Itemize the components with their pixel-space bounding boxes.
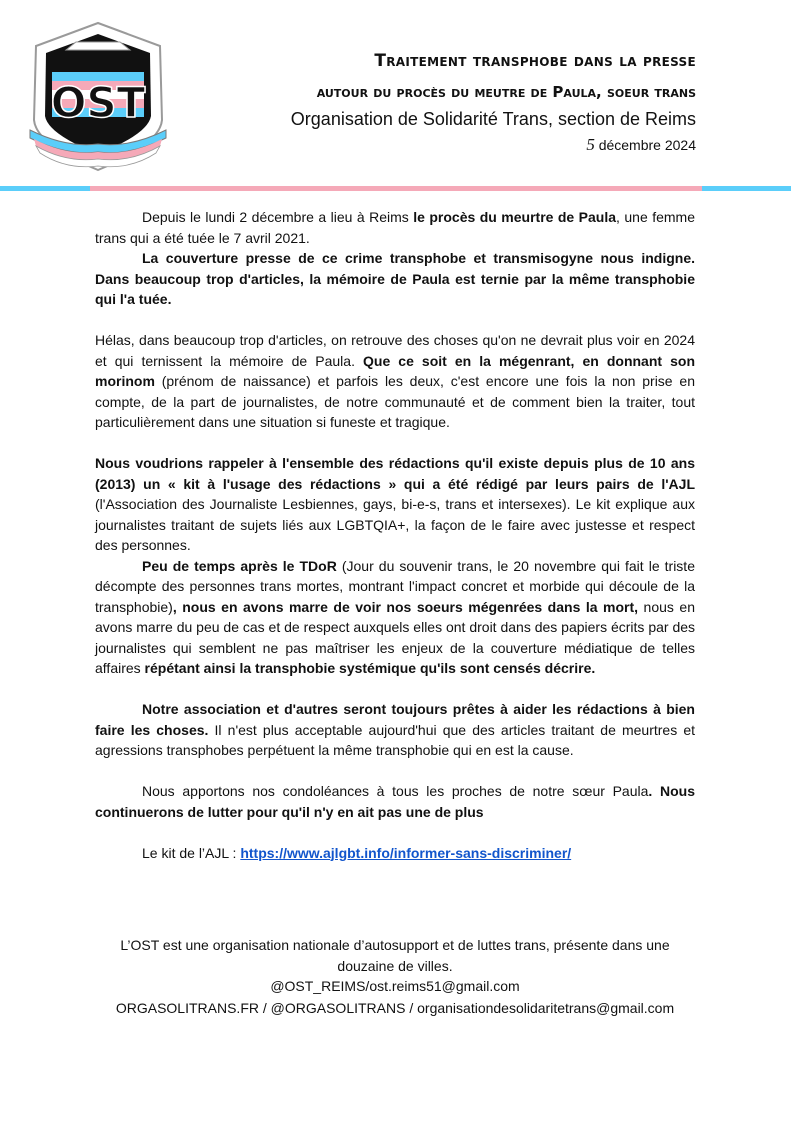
text: (prénom de naissance) et parfois les deux, c'est encore une fois la non prise en compte, de la part de journalistes, de notre communauté et de comment bien la traiter, tout particulièrement dans une situation si funeste et tragique.: [95, 373, 695, 430]
date-day: 5: [586, 135, 595, 154]
separator: /: [405, 999, 418, 1016]
document-title: Traitement transphobe dans la presse: [374, 51, 696, 71]
document-date: [291, 132, 696, 158]
text: (l'Association des Journaliste Lesbiennes, gays, bi-e-s, trans et intersexes). Le kit explique aux journalistes traitant de sujets liés aux LGBTQIA+, la façon de le faire avec justesse et respect des personnes.: [95, 496, 695, 553]
text: (Jour du souvenir trans, le 20 novembre qui fait le triste décompte des personnes trans mortes, montrant l'impact concret et morbide qui découle de la transphobie): [95, 557, 695, 615]
trans-flag-divider: [0, 186, 791, 191]
divider-blue-right: [702, 186, 791, 191]
footer-contact: @OST_REIMS/ost.reims51@gmail.com: [270, 978, 520, 994]
separator: /: [258, 999, 271, 1016]
bold-text: , nous en avons marre de voir nos soeurs mégenrées dans la mort,: [172, 598, 639, 615]
bold-text: La couverture presse de ce crime transphobe et transmisogyne nous indigne. Dans beaucoup trop d'articles, la mémoire de Paula est ternie par la même transphobie qui l'a tuée.: [95, 250, 695, 307]
text: nous en avons marre du peu de cas et de respect auxquels elles ont droit dans des papiers écrits par des journalistes qui semblent ne pas maîtriser les enjeux de la couverture médiatique de telles affaires: [95, 598, 696, 676]
logo-cap: [66, 42, 130, 50]
bold-text: Nous voudrions rappeler à l'ensemble des rédactions qu'il existe depuis plus de 10 ans (2013) un « kit à l'usage des rédactions » qui a été rédigé par leurs pairs de l'AJL: [95, 455, 695, 492]
paragraph-7: [95, 781, 695, 822]
bold-text: Notre association et d'autres seront toujours prêtes à aider les rédactions à bien faire les choses.: [95, 701, 695, 738]
organisation-name: Organisation de Solidarité Trans, section de Reims: [290, 109, 696, 129]
kit-link[interactable]: https://www.ajlgbt.info/informer-sans-discriminer/: [240, 844, 572, 861]
document-header: [291, 46, 696, 158]
footer-website[interactable]: ORGASOLITRANS.FR: [115, 999, 259, 1016]
text: Nous apportons nos condoléances à tous les proches de notre sœur Paula: [142, 783, 649, 799]
footer-email[interactable]: organisationdesolidaritetrans@gmail.com: [417, 999, 675, 1016]
paragraph-1: [95, 207, 695, 248]
document-subtitle: autour du procès du meutre de Paula, soeur trans: [316, 83, 696, 101]
footer-social-handle[interactable]: @ORGASOLITRANS: [270, 999, 406, 1016]
divider-pink: [90, 186, 702, 191]
bold-text: le procès du meurtre de Paula: [413, 209, 617, 225]
text: Depuis le lundi 2 décembre a lieu à Reims: [142, 209, 414, 225]
ost-logo: [26, 20, 170, 172]
paragraph-4: [95, 453, 695, 556]
bold-text: répétant ainsi la transphobie systémique qu'ils sont censés décrire.: [144, 660, 596, 676]
bold-text: . Nous continuerons de lutter pour qu'il n'y en ait pas une de plus: [95, 783, 695, 820]
date-month-year: décembre 2024: [594, 137, 696, 153]
text: Hélas, dans beaucoup trop d'articles, on retrouve des choses qu'on ne devrait plus voir en 2024 et qui ternissent la mémoire de Paula.: [95, 332, 695, 369]
bold-text: Peu de temps après le TDoR: [142, 557, 337, 574]
footer-links: [95, 998, 695, 1019]
logo-text: OST: [50, 78, 146, 127]
text: Il n'est plus acceptable aujourd'hui que des articles traitant de meurtres et agressions transphobes perpétuent la même transphobie qui en est la cause.: [95, 721, 696, 758]
footer-description: L’OST est une organisation nationale d’autosupport et de luttes trans, présente dans une douzaine de villes.: [120, 937, 670, 974]
bold-text: Que ce soit en la mégenrant, en donnant son morinom: [95, 352, 695, 389]
text: , une femme trans qui a été tuée le 7 avril 2021.: [95, 209, 695, 246]
paragraph-2: [95, 248, 695, 310]
paragraph-5: [95, 556, 695, 679]
document-footer: [95, 935, 695, 1018]
kit-reference: [95, 843, 695, 864]
press-release-body: [95, 207, 695, 863]
paragraph-6: [95, 699, 695, 761]
divider-blue-left: [0, 186, 90, 191]
paragraph-3: [95, 330, 695, 433]
kit-label: Le kit de l’AJL :: [142, 844, 241, 861]
